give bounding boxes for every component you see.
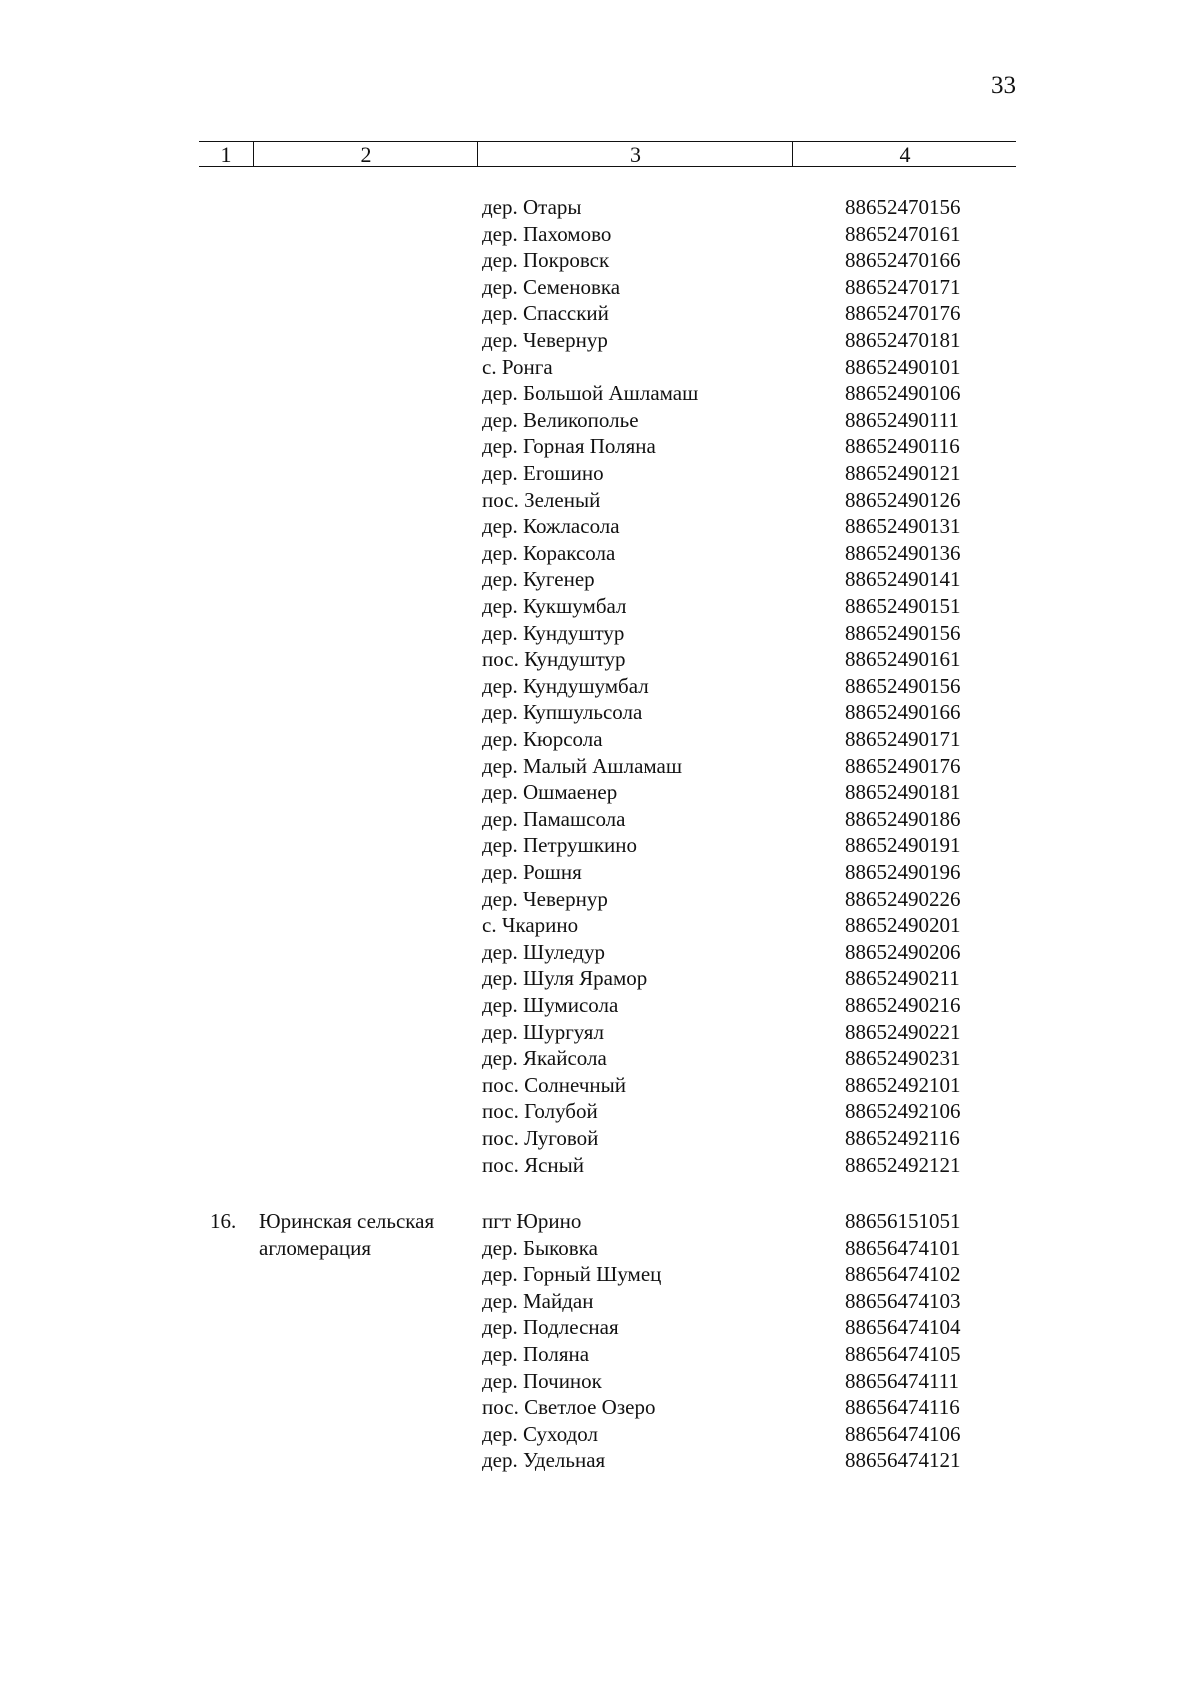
table-row bbox=[0, 912, 1106, 939]
table-row bbox=[0, 1045, 1106, 1072]
table-row bbox=[0, 407, 1106, 434]
settlement-name: пос. Голубой bbox=[482, 1099, 598, 1124]
settlement-code: 88652490181 bbox=[845, 780, 961, 805]
settlement-code: 88652490136 bbox=[845, 540, 961, 565]
settlement-name: дер. Чевернур bbox=[482, 886, 608, 911]
settlement-name: дер. Шуля Ярамор bbox=[482, 966, 648, 991]
header-col-2: 2 bbox=[253, 142, 478, 166]
settlement-name: дер. Спасский bbox=[482, 301, 609, 326]
settlement-name: дер. Пахомово bbox=[482, 221, 612, 246]
settlement-code: 88652490156 bbox=[845, 620, 961, 645]
table-row bbox=[0, 354, 1106, 381]
group-name: Юринская сельская агломерация bbox=[259, 1209, 435, 1260]
page-number: 33 bbox=[991, 72, 1016, 99]
settlement-name: с. Ронга bbox=[482, 354, 553, 379]
settlement-code: 88652490206 bbox=[845, 939, 961, 964]
table-row bbox=[0, 779, 1106, 806]
settlement-code: 88652490221 bbox=[845, 1019, 961, 1044]
settlement-name: дер. Починок bbox=[482, 1368, 602, 1393]
table-row bbox=[0, 221, 1106, 248]
group-number: 16. bbox=[210, 1209, 237, 1233]
settlement-code: 88652490196 bbox=[845, 860, 961, 884]
settlement-code: 88652492121 bbox=[845, 1152, 961, 1177]
table-row bbox=[0, 1341, 1106, 1368]
settlement-name: пгт Юрино bbox=[482, 1209, 582, 1233]
settlement-code: 88652492101 bbox=[845, 1072, 961, 1097]
settlement-code: 88652470161 bbox=[845, 221, 961, 246]
settlement-name: пос. Солнечный bbox=[482, 1072, 626, 1097]
settlement-code: 88656474121 bbox=[845, 1448, 961, 1473]
table-row bbox=[0, 274, 1106, 301]
settlement-code: 88652470181 bbox=[845, 328, 961, 352]
settlement-code: 88656474106 bbox=[845, 1421, 961, 1446]
settlement-name: пос. Зеленый bbox=[482, 487, 601, 512]
table-header bbox=[199, 141, 1016, 167]
settlement-code: 88652470176 bbox=[845, 301, 961, 326]
table-row bbox=[0, 886, 1106, 913]
table-row bbox=[0, 1125, 1106, 1152]
settlement-name: с. Чкарино bbox=[482, 913, 579, 938]
table-row bbox=[0, 726, 1106, 753]
table-row bbox=[0, 1152, 1106, 1179]
settlement-name: пос. Кундуштур bbox=[482, 647, 626, 672]
settlement-name: дер. Суходол bbox=[482, 1421, 598, 1446]
settlement-name: дер. Памашсола bbox=[482, 806, 626, 831]
table-row bbox=[0, 327, 1106, 354]
settlement-name: дер. Семеновка bbox=[482, 274, 621, 299]
settlement-code: 88656474101 bbox=[845, 1235, 961, 1260]
table-row bbox=[0, 806, 1106, 833]
header-col-1: 1 bbox=[220, 142, 232, 167]
settlement-name: дер. Отары bbox=[482, 195, 582, 219]
table-row bbox=[0, 566, 1106, 593]
settlement-code: 88656474111 bbox=[845, 1368, 959, 1393]
settlement-code: 88652490151 bbox=[845, 594, 961, 618]
settlement-name: дер. Малый Ашламаш bbox=[482, 753, 683, 778]
table-row bbox=[0, 540, 1106, 567]
settlement-name: дер. Горный Шумец bbox=[482, 1262, 662, 1287]
table-row bbox=[0, 753, 1106, 780]
settlement-code: 88652490141 bbox=[845, 567, 961, 592]
table-row bbox=[0, 1208, 1106, 1235]
table-row bbox=[0, 1421, 1106, 1448]
table-row bbox=[0, 1072, 1106, 1099]
settlement-name: дер. Ошмаенер bbox=[482, 780, 618, 805]
settlement-name: дер. Кюрсола bbox=[482, 727, 603, 751]
settlement-code: 88652490216 bbox=[845, 993, 961, 1017]
settlement-code: 88652490126 bbox=[845, 487, 961, 512]
settlement-name: дер. Поляна bbox=[482, 1342, 590, 1366]
settlement-name: дер. Покровск bbox=[482, 248, 610, 273]
settlement-name: дер. Якайсола bbox=[482, 1046, 607, 1071]
table-row bbox=[0, 1394, 1106, 1421]
table-row bbox=[0, 300, 1106, 327]
table-row bbox=[0, 939, 1106, 966]
settlement-code: 88652492106 bbox=[845, 1099, 961, 1124]
settlement-code: 88652490201 bbox=[845, 913, 961, 938]
settlement-name: дер. Кугенер bbox=[482, 567, 595, 592]
settlement-name: дер. Чевернур bbox=[482, 328, 608, 352]
table-row bbox=[0, 992, 1106, 1019]
table-row bbox=[0, 1288, 1106, 1315]
settlement-code: 88656474105 bbox=[845, 1342, 961, 1366]
table-row bbox=[0, 646, 1106, 673]
header-col-4: 4 bbox=[792, 142, 1017, 166]
table-row bbox=[0, 1368, 1106, 1395]
table-row bbox=[0, 433, 1106, 460]
settlement-name: дер. Кукшумбал bbox=[482, 594, 627, 618]
settlement-code: 88652490131 bbox=[845, 514, 961, 539]
settlement-name: дер. Шуледур bbox=[482, 939, 605, 964]
settlement-code: 88652490191 bbox=[845, 833, 961, 858]
settlement-code: 88652490176 bbox=[845, 753, 961, 778]
table-row bbox=[0, 859, 1106, 886]
settlement-code: 88652490116 bbox=[845, 434, 960, 459]
settlement-code: 88652490161 bbox=[845, 647, 961, 672]
settlement-name: дер. Великополье bbox=[482, 407, 639, 432]
settlement-name: дер. Майдан bbox=[482, 1288, 594, 1313]
settlement-name: дер. Петрушкино bbox=[482, 833, 637, 858]
settlement-name: дер. Шургуял bbox=[482, 1019, 604, 1044]
header-col-3: 3 bbox=[477, 142, 793, 166]
settlement-code: 88652490231 bbox=[845, 1046, 961, 1071]
settlement-code: 88652492116 bbox=[845, 1126, 960, 1150]
table-row bbox=[0, 1235, 1106, 1262]
settlement-name: дер. Кожласола bbox=[482, 514, 620, 539]
settlement-name: дер. Быковка bbox=[482, 1235, 598, 1260]
settlement-code: 88652490121 bbox=[845, 461, 961, 485]
table-row bbox=[0, 620, 1106, 647]
settlement-code: 88652490226 bbox=[845, 886, 961, 911]
table-row bbox=[0, 460, 1106, 487]
table-row bbox=[0, 699, 1106, 726]
settlement-code: 88652490111 bbox=[845, 407, 959, 432]
table-row bbox=[0, 1019, 1106, 1046]
settlement-name: дер. Шумисола bbox=[482, 993, 619, 1017]
settlement-code: 88656151051 bbox=[845, 1209, 961, 1233]
settlement-name: дер. Кундуштур bbox=[482, 620, 625, 645]
table-row bbox=[0, 247, 1106, 274]
settlement-name: дер. Большой Ашламаш bbox=[482, 381, 699, 406]
settlement-code: 88652490106 bbox=[845, 381, 961, 406]
table-row bbox=[0, 593, 1106, 620]
table-row bbox=[0, 380, 1106, 407]
settlement-code: 88652490171 bbox=[845, 727, 961, 751]
table-row bbox=[0, 832, 1106, 859]
table-row bbox=[0, 1314, 1106, 1341]
settlement-name: пос. Светлое Озеро bbox=[482, 1395, 656, 1420]
table-row bbox=[0, 487, 1106, 514]
settlement-name: дер. Купшульсола bbox=[482, 700, 643, 725]
settlement-code: 88652490166 bbox=[845, 700, 961, 725]
settlement-code: 88652490211 bbox=[845, 966, 960, 991]
settlement-name: дер. Удельная bbox=[482, 1448, 606, 1473]
table-row bbox=[0, 513, 1106, 540]
settlement-name: дер. Егошино bbox=[482, 461, 604, 485]
table-row bbox=[0, 194, 1106, 221]
table-row bbox=[0, 965, 1106, 992]
settlement-name: дер. Кундушумбал bbox=[482, 673, 649, 698]
settlement-code: 88652490101 bbox=[845, 354, 961, 379]
settlement-name: дер. Рошня bbox=[482, 860, 582, 884]
table-row bbox=[0, 673, 1106, 700]
settlement-code: 88652490186 bbox=[845, 806, 961, 831]
settlement-code: 88656474103 bbox=[845, 1288, 961, 1313]
settlement-name: дер. Подлесная bbox=[482, 1315, 619, 1340]
table-row bbox=[0, 1447, 1106, 1474]
settlement-code: 88656474104 bbox=[845, 1315, 961, 1340]
settlement-name: пос. Луговой bbox=[482, 1126, 599, 1150]
settlement-name: дер. Горная Поляна bbox=[482, 434, 656, 459]
settlement-code: 88656474116 bbox=[845, 1395, 960, 1420]
settlement-name: пос. Ясный bbox=[482, 1152, 584, 1177]
settlement-code: 88652470166 bbox=[845, 248, 961, 273]
settlement-code: 88652470156 bbox=[845, 195, 961, 219]
table-row bbox=[0, 1261, 1106, 1288]
settlement-code: 88656474102 bbox=[845, 1262, 961, 1287]
table-row bbox=[0, 1098, 1106, 1125]
settlement-code: 88652490156 bbox=[845, 673, 961, 698]
settlement-name: дер. Кораксола bbox=[482, 540, 616, 565]
settlement-code: 88652470171 bbox=[845, 274, 961, 299]
